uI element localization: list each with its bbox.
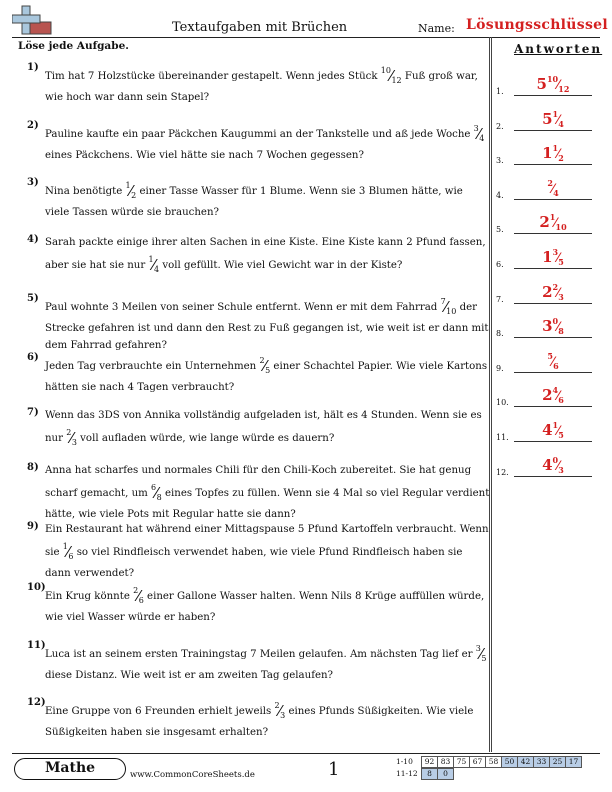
answer-number: 8.: [496, 329, 504, 339]
problem-text: [45, 521, 490, 582]
problem-text-segment: Pauline kaufte ein paar Päckchen Kaugummi an der Tankstelle und aß jede Woche: [45, 129, 474, 140]
answer-whole: 5: [536, 75, 547, 93]
answer-whole: 5: [542, 109, 553, 128]
problem-text-segment: Luca ist an seinem ersten Trainingstag 7 Meilen gelaufen. Am nächsten Tag lief er: [45, 649, 476, 660]
problem-number: 12): [27, 697, 46, 708]
answer-whole: 2: [542, 386, 553, 405]
score-cell: 92: [421, 756, 438, 768]
fraction: [381, 62, 402, 89]
fraction-numerator: 7: [440, 297, 446, 306]
problem-number: 6): [27, 352, 39, 363]
problem-text-segment: Fuß groß war, wie hoch war dann sein Stapel?: [45, 71, 478, 103]
answer-slash: ⁄: [557, 285, 560, 301]
fraction-denominator: 5: [265, 366, 271, 375]
worksheet-title: Textaufgaben mit Brüchen: [172, 20, 348, 35]
fraction: [275, 697, 286, 724]
fraction: [476, 640, 487, 667]
problem-number: 8): [27, 462, 39, 473]
answer-line: [514, 476, 592, 477]
problem-text-segment: Ein Krug könnte: [45, 591, 134, 602]
answer-value: [514, 385, 592, 405]
answer-denominator: 8: [558, 326, 564, 337]
fraction-slash: ⁄: [477, 125, 481, 143]
answer-denominator: 4: [558, 118, 564, 129]
answer-number: 9.: [496, 363, 504, 373]
score-row: [396, 756, 582, 768]
problem-text: [45, 640, 490, 684]
problem-text-segment: voll aufladen würde, wie lange würde es dauern?: [76, 433, 335, 444]
answer-line: [514, 233, 592, 234]
answer-denominator: 5: [558, 430, 564, 440]
problem-text: [45, 407, 490, 451]
fraction-denominator: 6: [138, 596, 144, 605]
answer-row: [494, 72, 604, 98]
answer-numerator: 1: [552, 108, 559, 119]
answer-number: 6.: [496, 260, 504, 269]
answer-whole: 4: [542, 455, 553, 474]
answer-row: [494, 418, 604, 444]
answer-number: 2.: [496, 121, 504, 131]
problem-text: [45, 177, 490, 221]
score-cell: 8: [421, 768, 438, 780]
fraction: [66, 424, 77, 451]
fraction-numerator: 1: [62, 542, 68, 551]
answer-value: [514, 351, 592, 371]
answer-slash: ⁄: [557, 320, 560, 336]
problem-text-segment: eines Päckchens. Wie viel hätte sie nach 7 Wochen gegessen?: [45, 150, 364, 161]
instructions: Löse jede Aufgabe.: [18, 40, 129, 52]
answer-denominator: 6: [553, 360, 559, 371]
answer-denominator: 3: [558, 464, 564, 475]
answer-numerator: 5: [547, 350, 553, 361]
answer-denominator: 4: [553, 187, 559, 198]
problem-text: [45, 462, 490, 523]
answer-whole: 2: [542, 282, 553, 301]
answer-numerator: 2: [547, 177, 553, 188]
problem-text: [45, 120, 490, 164]
fraction-numerator: 3: [473, 124, 479, 133]
problem-number: 9): [27, 521, 39, 532]
answer-slash: ⁄: [557, 147, 560, 163]
answer-key-title: Lösungsschlüssel: [466, 17, 608, 33]
problem-number: 1): [27, 62, 39, 73]
fraction-numerator: 2: [259, 356, 265, 365]
answer-slash: ⁄: [557, 78, 560, 93]
problem-text-segment: Jeden Tag verbrauchte ein Unternehmen: [45, 361, 260, 372]
answer-row: [494, 107, 604, 133]
answer-row: [494, 141, 604, 167]
fraction-slash: ⁄: [66, 543, 70, 561]
answer-slash: ⁄: [551, 181, 555, 197]
answer-denominator: 10: [555, 222, 567, 233]
fraction-denominator: 10: [446, 307, 457, 316]
answer-numerator: 2: [552, 281, 559, 292]
answer-whole: 1: [542, 248, 553, 266]
answer-value: [514, 178, 592, 198]
answer-number: 12.: [496, 467, 509, 477]
answer-slash: ⁄: [557, 389, 560, 405]
problem-text-segment: eines Pfunds Süßigkeiten. Wie viele Süßigkeiten haben sie insgesamt erhalten?: [45, 706, 474, 738]
answers-header: Antworten: [514, 42, 603, 56]
fraction-numerator: 2: [66, 428, 72, 437]
problem-text: [45, 582, 490, 626]
problem-number: 11): [27, 640, 46, 651]
problem-text-segment: Sarah packte einige ihrer alten Sachen in eine Kiste. Eine Kiste kann 2 Pfund fassen, aber sie hat sie nur: [45, 237, 486, 271]
problem-text-segment: diese Distanz. Wie weit ist er am zweiten Tag gelaufen?: [45, 670, 334, 681]
answer-whole: 1: [542, 144, 553, 163]
answer-slash: ⁄: [557, 458, 560, 474]
fraction: [148, 251, 159, 278]
problem-text: [45, 234, 490, 278]
score-table: [396, 756, 582, 780]
answer-line: [514, 441, 592, 442]
answer-line: [514, 95, 592, 96]
fraction-slash: ⁄: [155, 484, 158, 502]
fraction-denominator: 5: [481, 654, 487, 663]
problem-text-segment: Wenn das 3DS von Annika vollständig aufgeladen ist, hält es 4 Stunden. Wenn sie es nur: [45, 410, 482, 444]
answer-row: [494, 453, 604, 479]
answer-whole: 4: [542, 421, 553, 439]
score-cell: 33: [533, 756, 550, 768]
fraction-numerator: 2: [133, 586, 139, 595]
score-range-label: 11-12: [396, 769, 418, 778]
answer-row: [494, 383, 604, 409]
fraction-denominator: 2: [131, 191, 137, 200]
fraction-denominator: 4: [154, 265, 160, 274]
fraction-slash: ⁄: [129, 182, 133, 200]
problem-text: [45, 697, 490, 741]
header-rule: [12, 37, 600, 38]
answer-numerator: 1: [552, 143, 559, 154]
answer-line: [514, 130, 592, 131]
answer-slash: ⁄: [554, 216, 557, 232]
answer-numerator: 1: [552, 420, 559, 430]
answer-denominator: 6: [558, 395, 564, 406]
answer-value: [514, 282, 592, 302]
fraction: [126, 177, 137, 204]
fraction-numerator: 6: [151, 483, 157, 492]
score-cell: 17: [565, 756, 582, 768]
problem-number: 3): [27, 177, 39, 188]
answer-denominator: 2: [558, 153, 564, 164]
answer-line: [514, 303, 592, 304]
problem-text-segment: der Strecke gefahren ist und dann den Rest zu Fuß gegangen ist, wie weit ist er dann mit dem Fahrrad gefahren?: [45, 302, 489, 351]
answer-value: [514, 74, 592, 94]
page-number: 1: [328, 759, 340, 780]
problem-text-segment: Nina benötigte: [45, 186, 126, 197]
fraction-slash: ⁄: [137, 587, 140, 605]
problem-text-segment: Paul wohnte 3 Meilen von seiner Schule entfernt. Wenn er mit dem Fahrrad: [45, 302, 441, 313]
fraction: [441, 293, 457, 320]
fraction-numerator: 1: [148, 255, 154, 264]
score-cell: 50: [501, 756, 518, 768]
answer-denominator: 12: [558, 84, 570, 94]
answer-line: [514, 199, 592, 200]
answer-row: [494, 349, 604, 375]
answer-whole: 3: [542, 317, 553, 336]
answer-row: [494, 280, 604, 306]
score-cell: 0: [437, 768, 454, 780]
footer-rule: [12, 753, 600, 754]
fraction-numerator: 3: [475, 644, 481, 653]
score-row: [396, 768, 582, 780]
answer-numerator: 1: [549, 212, 556, 223]
answer-number: 5.: [496, 225, 504, 235]
subject-badge: Mathe: [14, 758, 126, 780]
problem-text-segment: Tim hat 7 Holzstücke übereinander gestapelt. Wenn jedes Stück: [45, 71, 381, 82]
fraction-numerator: 2: [274, 701, 280, 710]
fraction-denominator: 4: [479, 134, 485, 143]
fraction: [259, 352, 270, 379]
answer-row: [494, 314, 604, 340]
answer-number: 4.: [496, 190, 504, 200]
worksheet-logo-icon: [12, 4, 52, 38]
answer-line: [514, 372, 592, 373]
answer-number: 11.: [496, 433, 509, 442]
problem-text-segment: so viel Rindfleisch verwendet haben, wie viele Pfund Rindfleisch haben sie dann verwendet?: [45, 547, 463, 579]
answer-numerator: 10: [546, 74, 559, 84]
fraction: [63, 538, 74, 565]
fraction-denominator: 3: [71, 438, 77, 447]
fraction-slash: ⁄: [444, 298, 448, 316]
answer-whole: 2: [539, 213, 550, 232]
answer-column-divider: [491, 37, 492, 752]
problem-number: 10): [27, 582, 46, 593]
answer-numerator: 4: [552, 385, 559, 396]
fraction: [151, 479, 162, 506]
answer-line: [514, 337, 592, 338]
problem-text: [45, 293, 490, 354]
score-cell: 58: [485, 756, 502, 768]
answer-denominator: 5: [558, 257, 564, 267]
problem-text: [45, 62, 490, 106]
answer-number: 7.: [496, 294, 504, 304]
answer-value: [514, 212, 592, 232]
answer-value: [514, 455, 592, 475]
fraction-slash: ⁄: [263, 357, 267, 375]
fraction: [133, 582, 144, 609]
fraction-slash: ⁄: [278, 702, 282, 720]
score-cell: 83: [437, 756, 454, 768]
problem-text-segment: Ein Restaurant hat während einer Mittagspause 5 Pfund Kartoffeln verbraucht. Wenn sie: [45, 524, 489, 558]
score-cell: 67: [469, 756, 486, 768]
problem-text-segment: einer Schachtel Papier. Wie viele Kartons hätten sie nach 4 Tagen verbraucht?: [45, 361, 488, 393]
answer-numerator: 0: [552, 454, 559, 465]
site-url: www.CommonCoreSheets.de: [130, 770, 255, 780]
answer-row: [494, 176, 604, 202]
score-range-label: 1-10: [396, 757, 413, 766]
answer-numerator: 3: [552, 247, 559, 257]
answer-line: [514, 164, 592, 165]
answer-value: [514, 316, 592, 336]
answer-number: 10.: [496, 398, 509, 408]
answer-denominator: 3: [558, 291, 564, 302]
fraction-slash: ⁄: [479, 645, 483, 663]
name-label: Name:: [418, 22, 455, 35]
fraction-numerator: 10: [380, 66, 391, 75]
problem-text-segment: einer Gallone Wasser halten. Wenn Nils 8 Krüge auffüllen würde, wie viel Wasser würde er haben?: [45, 591, 485, 623]
answer-row: [494, 210, 604, 236]
fraction-denominator: 3: [280, 711, 286, 720]
answer-value: [514, 109, 592, 129]
problem-number: 5): [27, 293, 39, 304]
answer-numerator: 0: [552, 316, 559, 327]
score-cell: 75: [453, 756, 470, 768]
answer-slash: ⁄: [551, 354, 555, 370]
fraction-slash: ⁄: [389, 67, 393, 85]
fraction-denominator: 12: [391, 76, 402, 85]
problem-number: 4): [27, 234, 39, 245]
fraction-denominator: 8: [156, 493, 162, 502]
fraction-denominator: 6: [68, 552, 74, 561]
problem-number: 2): [27, 120, 39, 131]
answer-line: [514, 406, 592, 407]
problem-text-segment: Anna hat scharfes und normales Chili für den Chili-Koch zubereitet. Sie hat genug scharf gemacht, um: [45, 465, 472, 499]
fraction-slash: ⁄: [70, 429, 73, 447]
answer-value: [514, 143, 592, 163]
problem-text-segment: voll gefüllt. Wie viel Gewicht war in der Kiste?: [159, 260, 403, 271]
fraction: [474, 120, 485, 147]
answer-value: [514, 420, 592, 440]
problem-text-segment: einer Tasse Wasser für 1 Blume. Wenn sie 3 Blumen hätte, wie viele Tassen würde sie brauchen?: [45, 186, 463, 218]
answer-value: [514, 247, 592, 267]
answer-slash: ⁄: [557, 251, 560, 266]
score-cell: 25: [549, 756, 566, 768]
problem-text-segment: Eine Gruppe von 6 Freunden erhielt jeweils: [45, 706, 275, 717]
problem-text-segment: eines Topfes zu füllen. Wenn sie 4 Mal so viel Regular verdient hätte, wie viele Pots mit Regular hatte sie dann?: [45, 488, 490, 520]
answer-slash: ⁄: [557, 112, 560, 128]
answer-number: 1.: [496, 87, 504, 96]
problem-number: 7): [27, 407, 39, 418]
fraction-slash: ⁄: [152, 256, 156, 274]
answer-line: [514, 268, 592, 269]
score-cell: 42: [517, 756, 534, 768]
answer-row: [494, 245, 604, 271]
fraction-numerator: 1: [125, 181, 131, 190]
problem-text: [45, 352, 490, 396]
answer-slash: ⁄: [557, 424, 560, 439]
answer-number: 3.: [496, 156, 504, 166]
